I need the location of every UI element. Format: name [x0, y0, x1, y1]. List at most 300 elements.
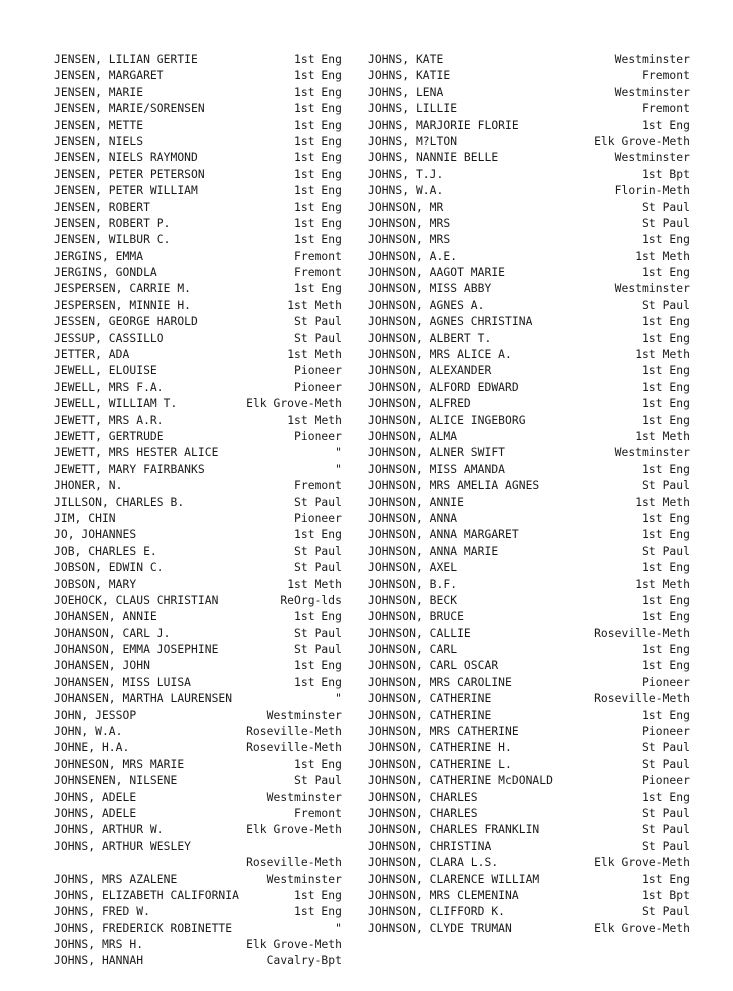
person-name: JOHNSON, MRS: [368, 233, 451, 247]
church-name: St Paul: [294, 495, 342, 509]
list-item: [368, 331, 690, 347]
person-name: JOHNSON, AAGOT MARIE: [368, 266, 506, 280]
church-name: Pioneer: [642, 774, 690, 788]
list-item: [368, 396, 690, 412]
church-name: Westminster: [266, 790, 342, 804]
list-item: [54, 527, 342, 543]
church-name: 1st Eng: [642, 315, 690, 329]
person-name: JOHNSON, ANNA MARGARET: [368, 528, 519, 542]
person-name: JOHNSON, MRS AMELIA AGNES: [368, 479, 540, 493]
right-column: [368, 52, 690, 937]
person-name: JOHANSEN, MISS LUISA: [54, 675, 192, 689]
list-item: [368, 183, 690, 199]
church-name: 1st Meth: [287, 348, 342, 362]
church-name: Florin-Meth: [614, 184, 690, 198]
person-name: JOHNSON, BECK: [368, 593, 458, 607]
list-item: [54, 331, 342, 347]
person-name: JESSUP, CASSILLO: [54, 331, 164, 345]
person-name: JOHNSON, CARL: [368, 643, 458, 657]
church-name: St Paul: [294, 331, 342, 345]
list-item: [54, 216, 342, 232]
person-name: JOHNSON, ALMA: [368, 429, 458, 443]
church-name: St Paul: [294, 315, 342, 329]
person-name: JOHNSON, ALICE INGEBORG: [368, 413, 526, 427]
list-item: [368, 134, 690, 150]
list-item: [54, 642, 342, 658]
church-name: 1st Eng: [642, 118, 690, 132]
list-item: [368, 101, 690, 117]
list-item: [54, 281, 342, 297]
church-name: Elk Grove-Meth: [246, 823, 342, 837]
person-name: JOHNSENEN, NILSENE: [54, 774, 178, 788]
list-item: [368, 445, 690, 461]
person-name: JOHNSON, AGNES CHRISTINA: [368, 315, 533, 329]
church-name: 1st Eng: [294, 610, 342, 624]
list-item: [54, 445, 342, 461]
person-name: JETTER, ADA: [54, 348, 130, 362]
list-item: [368, 872, 690, 888]
church-name: 1st Eng: [642, 643, 690, 657]
church-name: St Paul: [642, 216, 690, 230]
church-name: 1st Eng: [294, 184, 342, 198]
list-item: [54, 822, 342, 838]
list-item: [368, 478, 690, 494]
church-name: 1st Meth: [635, 495, 690, 509]
list-item: [54, 626, 342, 642]
church-name: 1st Eng: [294, 905, 342, 919]
list-item: [368, 85, 690, 101]
person-name: JOHANSEN, ANNIE: [54, 610, 157, 624]
person-name: JENSEN, METTE: [54, 118, 144, 132]
person-name: JOHNS, LILLIE: [368, 102, 458, 116]
church-name: Westminster: [614, 446, 690, 460]
person-name: JOHNSON, ALBERT T.: [368, 331, 492, 345]
person-name: JOHN, JESSOP: [54, 708, 137, 722]
church-name: St Paul: [642, 823, 690, 837]
person-name: JOHNS, T.J.: [368, 167, 444, 181]
list-item: [368, 757, 690, 773]
person-name: JOHNS, M?LTON: [368, 134, 458, 148]
person-name: JEWELL, WILLIAM T.: [54, 397, 178, 411]
person-name: JENSEN, MARGARET: [54, 69, 164, 83]
list-item: [368, 740, 690, 756]
person-name: JENSEN, ROBERT: [54, 200, 150, 214]
person-name: JOHNSON, CATHERINE H.: [368, 741, 512, 755]
church-name: 1st Meth: [287, 413, 342, 427]
list-item: [54, 740, 342, 756]
list-item: [54, 937, 342, 953]
list-item: [54, 544, 342, 560]
list-item: [54, 691, 342, 707]
church-name: 1st Eng: [294, 134, 342, 148]
church-name: Fremont: [294, 806, 342, 820]
list-item: [54, 757, 342, 773]
person-name: JEWELL, ELOUISE: [54, 364, 157, 378]
person-name: JOHNSON, BRUCE: [368, 610, 464, 624]
church-name: St Paul: [642, 298, 690, 312]
person-name: JO, JOHANNES: [54, 528, 137, 542]
person-name: JOHNSON, CATHERINE: [368, 708, 492, 722]
list-item: [54, 134, 342, 150]
church-name: Pioneer: [642, 725, 690, 739]
church-name: 1st Eng: [294, 69, 342, 83]
list-item: [54, 855, 342, 871]
church-name: 1st Eng: [642, 528, 690, 542]
church-name: St Paul: [642, 741, 690, 755]
list-item: [54, 150, 342, 166]
list-item: [54, 577, 342, 593]
list-item: [368, 806, 690, 822]
list-item: [54, 265, 342, 281]
list-item: [54, 593, 342, 609]
person-name: JOHNS, ELIZABETH CALIFORNIA: [54, 888, 239, 902]
person-name: JOHNSON, AXEL: [368, 561, 458, 575]
person-name: JOHANSEN, JOHN: [54, 659, 150, 673]
church-name: 1st Eng: [294, 659, 342, 673]
list-item: [368, 609, 690, 625]
person-name: JENSEN, PETER PETERSON: [54, 167, 205, 181]
list-item: [54, 675, 342, 691]
list-item: [368, 577, 690, 593]
list-item: [54, 52, 342, 68]
person-name: JOHNSON, ALNER SWIFT: [368, 446, 506, 460]
list-item: [368, 118, 690, 134]
church-name: Elk Grove-Meth: [246, 397, 342, 411]
list-item: [54, 200, 342, 216]
person-name: JERGINS, EMMA: [54, 249, 144, 263]
list-item: [368, 150, 690, 166]
person-name: JOBSON, EDWIN C.: [54, 561, 164, 575]
church-name: Westminster: [614, 85, 690, 99]
person-name: JOHNSON, CLARENCE WILLIAM: [368, 872, 540, 886]
person-name: JOHNSON, MISS AMANDA: [368, 462, 506, 476]
person-name: JOHN, W.A.: [54, 725, 123, 739]
church-name: St Paul: [642, 479, 690, 493]
church-name: 1st Meth: [635, 348, 690, 362]
church-name: St Paul: [642, 757, 690, 771]
church-name: Elk Grove-Meth: [594, 856, 690, 870]
list-item: [54, 708, 342, 724]
church-name: St Paul: [294, 774, 342, 788]
list-item: [368, 544, 690, 560]
church-name: Roseville-Meth: [594, 692, 690, 706]
church-name: Westminster: [614, 53, 690, 66]
church-name: 1st Eng: [294, 675, 342, 689]
church-name: 1st Eng: [294, 282, 342, 296]
list-item: [54, 790, 342, 806]
person-name: JOHNSON, CARL OSCAR: [368, 659, 499, 673]
list-item: [368, 347, 690, 363]
list-item: [368, 200, 690, 216]
person-name: JOHNSON, ALFRED: [368, 397, 471, 411]
list-item: [368, 855, 690, 871]
church-name: 1st Eng: [642, 364, 690, 378]
person-name: JOHNS, FREDERICK ROBINETTE: [54, 921, 233, 935]
person-name: JENSEN, NIELS: [54, 134, 144, 148]
church-name: 1st Eng: [294, 53, 342, 66]
list-item: [54, 462, 342, 478]
list-item: [54, 429, 342, 445]
person-name: JOHNS, MRS AZALENE: [54, 872, 178, 886]
list-item: [368, 708, 690, 724]
church-name: 1st Eng: [642, 659, 690, 673]
person-name: JOHNSON, ALFORD EDWARD: [368, 380, 519, 394]
list-item: [368, 790, 690, 806]
church-name: ": [335, 921, 342, 935]
list-item: [368, 724, 690, 740]
list-item: [54, 872, 342, 888]
person-name: JOHNSON, ANNA: [368, 511, 458, 525]
list-item: [54, 396, 342, 412]
person-name: JOHNSON, MRS: [368, 216, 451, 230]
person-name: JOHNSON, A.E.: [368, 249, 458, 263]
church-name: 1st Bpt: [642, 167, 690, 181]
church-name: St Paul: [642, 806, 690, 820]
list-item: [368, 658, 690, 674]
list-item: [54, 904, 342, 920]
person-name: JHONER, N.: [54, 479, 123, 493]
church-name: Pioneer: [294, 429, 342, 443]
list-item: [368, 593, 690, 609]
person-name: JOHNSON, MR: [368, 200, 444, 214]
list-item: [54, 609, 342, 625]
list-item: [368, 626, 690, 642]
list-item: [368, 888, 690, 904]
church-name: ReOrg-lds: [280, 593, 342, 607]
church-name: St Paul: [294, 626, 342, 640]
church-name: Roseville-Meth: [246, 725, 342, 739]
list-item: [54, 249, 342, 265]
church-name: St Paul: [294, 643, 342, 657]
church-name: Westminster: [614, 151, 690, 165]
person-name: JENSEN, LILIAN GERTIE: [54, 53, 198, 66]
person-name: JESPERSEN, CARRIE M.: [54, 282, 192, 296]
person-name: JOHNSON, MRS CATHERINE: [368, 725, 519, 739]
church-name: St Paul: [294, 561, 342, 575]
list-item: [368, 495, 690, 511]
person-name: JOHANSEN, MARTHA LAURENSEN: [54, 692, 233, 706]
church-name: Fremont: [294, 266, 342, 280]
person-name: JOHNSON, ANNIE: [368, 495, 464, 509]
list-item: [368, 380, 690, 396]
person-name: JOHNS, LENA: [368, 85, 444, 99]
person-name: JEWETT, MARY FAIRBANKS: [54, 462, 205, 476]
church-name: 1st Eng: [294, 118, 342, 132]
church-name: Fremont: [642, 69, 690, 83]
person-name: JOBSON, MARY: [54, 577, 137, 591]
list-item: [54, 298, 342, 314]
list-item: [54, 380, 342, 396]
church-name: 1st Eng: [294, 85, 342, 99]
person-name: JIM, CHIN: [54, 511, 116, 525]
list-item: [54, 953, 342, 969]
church-name: 1st Eng: [642, 413, 690, 427]
church-name: 1st Eng: [642, 266, 690, 280]
person-name: JOHNS, ADELE: [54, 806, 137, 820]
person-name: JENSEN, MARIE/SORENSEN: [54, 102, 205, 116]
person-name: JENSEN, PETER WILLIAM: [54, 184, 198, 198]
church-name: Fremont: [642, 102, 690, 116]
church-name: ": [335, 446, 342, 460]
person-name: JOHNS, ADELE: [54, 790, 137, 804]
church-name: Westminster: [614, 282, 690, 296]
person-name: JOHNS, HANNAH: [54, 954, 144, 968]
church-name: 1st Eng: [642, 380, 690, 394]
person-name: JEWETT, MRS A.R.: [54, 413, 164, 427]
person-name: JOHNS, MARJORIE FLORIE: [368, 118, 519, 132]
list-item: [368, 429, 690, 445]
church-name: ": [335, 692, 342, 706]
list-item: [368, 298, 690, 314]
person-name: JOHANSON, CARL J.: [54, 626, 171, 640]
church-name: ": [335, 462, 342, 476]
church-name: St Paul: [642, 905, 690, 919]
person-name: JOHNSON, CATHERINE: [368, 692, 492, 706]
list-item: [368, 363, 690, 379]
church-name: Elk Grove-Meth: [246, 938, 342, 952]
person-name: JESSEN, GEORGE HAROLD: [54, 315, 198, 329]
church-name: 1st Meth: [287, 298, 342, 312]
person-name: JOB, CHARLES E.: [54, 544, 157, 558]
person-name: JOHNS, KATIE: [368, 69, 451, 83]
list-item: [54, 921, 342, 937]
person-name: JOEHOCK, CLAUS CHRISTIAN: [54, 593, 219, 607]
person-name: JOHANSON, EMMA JOSEPHINE: [54, 643, 219, 657]
person-name: JOHNSON, CLYDE TRUMAN: [368, 921, 512, 935]
church-name: 1st Eng: [294, 167, 342, 181]
church-name: St Paul: [642, 544, 690, 558]
list-item: [368, 462, 690, 478]
church-name: Fremont: [294, 249, 342, 263]
list-item: [368, 265, 690, 281]
list-item: [368, 314, 690, 330]
person-name: JOHNSON, CHARLES FRANKLIN: [368, 823, 540, 837]
person-name: JEWETT, GERTRUDE: [54, 429, 164, 443]
person-name: JOHNSON, CLIFFORD K.: [368, 905, 506, 919]
list-item: [54, 839, 342, 855]
list-item: [54, 495, 342, 511]
church-name: 1st Eng: [294, 151, 342, 165]
church-name: 1st Bpt: [642, 888, 690, 902]
list-item: [368, 675, 690, 691]
church-name: 1st Eng: [642, 331, 690, 345]
list-item: [368, 167, 690, 183]
person-name: JOHNSON, MRS ALICE A.: [368, 348, 512, 362]
church-name: St Paul: [642, 200, 690, 214]
list-item: [368, 691, 690, 707]
person-name: JOHNSON, CATHERINE L.: [368, 757, 512, 771]
person-name: JOHNS, KATE: [368, 53, 444, 66]
list-item: [54, 232, 342, 248]
person-name: JENSEN, WILBUR C.: [54, 233, 171, 247]
list-item: [368, 281, 690, 297]
church-name: 1st Eng: [294, 888, 342, 902]
list-item: [54, 658, 342, 674]
person-name: JOHNS, MRS H.: [54, 938, 144, 952]
church-name: Elk Grove-Meth: [594, 921, 690, 935]
church-name: 1st Eng: [642, 610, 690, 624]
church-name: 1st Eng: [642, 872, 690, 886]
list-item: [368, 822, 690, 838]
list-item: [54, 478, 342, 494]
person-name: JOHNSON, CHARLES: [368, 806, 478, 820]
church-name: St Paul: [642, 839, 690, 853]
list-item: [54, 347, 342, 363]
person-name: JOHNSON, CHRISTINA: [368, 839, 492, 853]
list-item: [54, 183, 342, 199]
person-name: JOHNSON, CATHERINE McDONALD: [368, 774, 553, 788]
list-item: [54, 118, 342, 134]
list-item: [54, 724, 342, 740]
list-item: [368, 68, 690, 84]
list-item: [54, 314, 342, 330]
person-name: JOHNS, ARTHUR WESLEY: [54, 839, 192, 853]
church-name: Elk Grove-Meth: [594, 134, 690, 148]
person-name: JOHNSON, ALEXANDER: [368, 364, 492, 378]
list-item: [368, 921, 690, 937]
church-name: 1st Eng: [642, 462, 690, 476]
church-name: Roseville-Meth: [594, 626, 690, 640]
list-item: [54, 413, 342, 429]
person-name: JOHNESON, MRS MARIE: [54, 757, 185, 771]
church-name: Pioneer: [642, 675, 690, 689]
person-name: JOHNSON, AGNES A.: [368, 298, 485, 312]
person-name: JOHNSON, CALLIE: [368, 626, 471, 640]
list-item: [368, 232, 690, 248]
church-name: Fremont: [294, 479, 342, 493]
person-name: JOHNSON, MISS ABBY: [368, 282, 492, 296]
church-name: 1st Eng: [642, 790, 690, 804]
list-item: [368, 249, 690, 265]
church-name: 1st Eng: [294, 528, 342, 542]
church-name: 1st Meth: [635, 249, 690, 263]
church-name: St Paul: [294, 544, 342, 558]
list-item: [368, 839, 690, 855]
church-name: 1st Eng: [642, 708, 690, 722]
church-name: 1st Eng: [294, 757, 342, 771]
list-item: [54, 167, 342, 183]
person-name: JOHNSON, ANNA MARIE: [368, 544, 499, 558]
list-item: [368, 216, 690, 232]
person-name: JEWELL, MRS F.A.: [54, 380, 164, 394]
list-item: [368, 527, 690, 543]
person-name: JENSEN, ROBERT P.: [54, 216, 171, 230]
church-name: 1st Eng: [642, 593, 690, 607]
church-name: 1st Eng: [642, 397, 690, 411]
person-name: JILLSON, CHARLES B.: [54, 495, 185, 509]
church-name: 1st Meth: [287, 577, 342, 591]
person-name: JOHNS, W.A.: [368, 184, 444, 198]
church-name: Pioneer: [294, 511, 342, 525]
church-name: Westminster: [266, 708, 342, 722]
church-name: 1st Meth: [635, 429, 690, 443]
list-item: [368, 773, 690, 789]
church-name: 1st Eng: [642, 233, 690, 247]
list-item: [368, 52, 690, 68]
church-name: Roseville-Meth: [246, 856, 342, 870]
list-item: [54, 560, 342, 576]
person-name: JOHNS, ARTHUR W.: [54, 823, 164, 837]
church-name: Pioneer: [294, 364, 342, 378]
person-name: JEWETT, MRS HESTER ALICE: [54, 446, 219, 460]
person-name: JOHNSON, MRS CAROLINE: [368, 675, 512, 689]
person-name: JOHNSON, CHARLES: [368, 790, 478, 804]
list-item: [368, 642, 690, 658]
church-name: Roseville-Meth: [246, 741, 342, 755]
church-name: 1st Eng: [294, 233, 342, 247]
left-column: [54, 52, 342, 970]
person-name: JOHNS, FRED W.: [54, 905, 150, 919]
